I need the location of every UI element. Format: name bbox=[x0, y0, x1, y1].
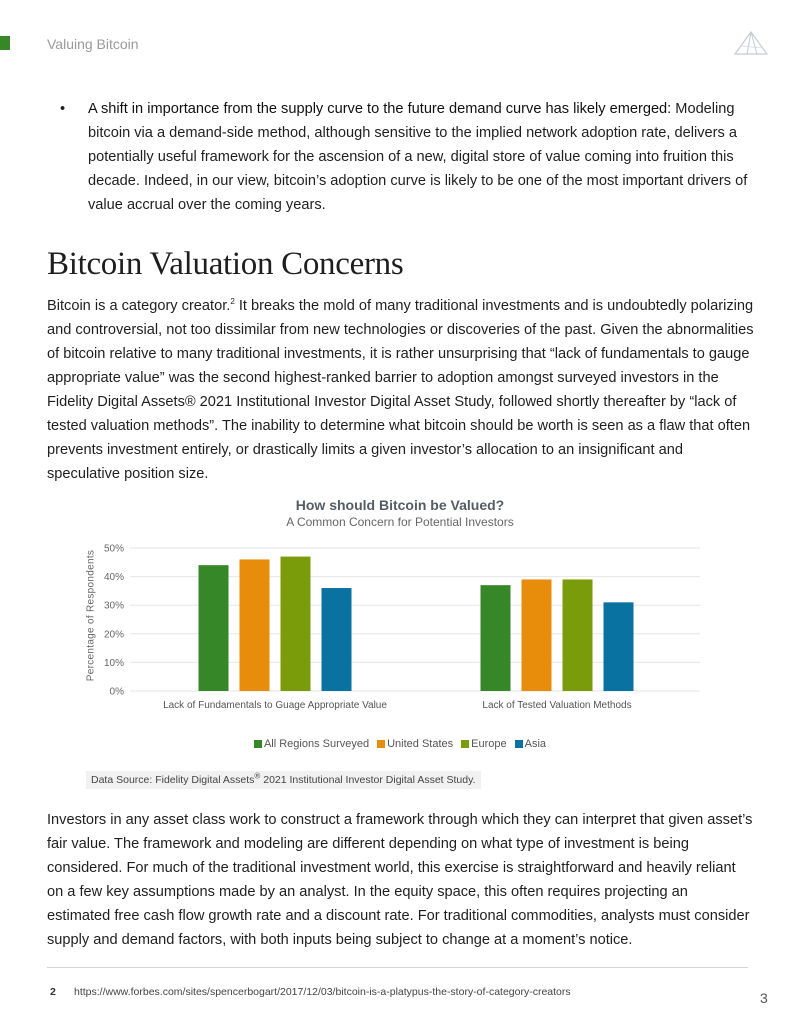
y-tick-label: 50% bbox=[103, 543, 124, 555]
paragraph-framework: Investors in any asset class work to construct a framework through which they can interpret that given asset’s fair value. The framework and modeling are different depending on what type of investment is being considered. For much of the traditional investment world, this exercise is straightforward and heavily reliant on a few key assumptions made by an analyst. In the equity space, this often requires projecting an estimated free cash flow growth rate and a discount rate. For traditional commodities, analysts must consider supply and demand factors, with both inputs being subject to change at a moment’s notice. bbox=[47, 812, 753, 948]
x-category-label: Lack of Fundamentals to Guage Appropriate Value bbox=[163, 700, 387, 711]
source-sup: ® bbox=[254, 771, 261, 781]
legend-item bbox=[461, 738, 506, 750]
chart-y-axis-label: Percentage of Respondents bbox=[85, 549, 97, 682]
pyramid-logo-icon bbox=[733, 30, 769, 56]
chart-legend bbox=[0, 738, 800, 751]
bullet-dot: • bbox=[60, 101, 66, 117]
legend-label: All Regions Surveyed bbox=[263, 738, 370, 750]
legend-swatch bbox=[377, 740, 385, 748]
footer-divider bbox=[47, 967, 748, 968]
bar bbox=[563, 579, 593, 691]
legend-swatch bbox=[254, 740, 262, 748]
x-category-label: Lack of Tested Valuation Methods bbox=[482, 700, 632, 711]
source-text-2: 2021 Institutional Investor Digital Asset Study. bbox=[260, 774, 476, 786]
bar bbox=[240, 559, 270, 691]
bar bbox=[522, 579, 552, 691]
chart-subtitle: A Common Concern for Potential Investors bbox=[286, 515, 514, 529]
para-text: It breaks the mold of many traditional investments and is undoubtedly polarizing and controversial, not too dissimilar from new technologies or discoveries of the past. Given the abnormalities of bitcoin relative to many traditional investments, it is rather unsurprising that “lack of fundamentals to gauge appropriate value” was the second highest-ranked barrier to adoption amongst surveyed investors in the Fidelity Digital Assets® 2021 Institutional Investor Digital Asset Study, followed shortly thereafter by “lack of tested valuation methods”. The inability to determine what bitcoin should be worth is seen as a flaw that often prevents investment entirely, or drastically limits a given investor’s allocation to an insignificant and speculative position size. bbox=[47, 298, 754, 482]
legend-item bbox=[515, 738, 546, 750]
legend-label: Asia bbox=[524, 738, 547, 750]
y-tick-label: 20% bbox=[103, 629, 124, 641]
data-source-note bbox=[86, 771, 481, 789]
bar bbox=[199, 565, 229, 691]
legend-label: Europe bbox=[471, 738, 507, 750]
legend-label: United States bbox=[387, 738, 454, 750]
chart-title: How should Bitcoin be Valued? bbox=[295, 497, 505, 513]
running-header: Valuing Bitcoin bbox=[47, 36, 139, 52]
section-marker bbox=[0, 36, 10, 50]
bullet-lead: A shift in importance from the supply curve to the future demand curve has likely emerged: bbox=[88, 101, 672, 117]
bar bbox=[322, 588, 352, 691]
footnote-url[interactable]: https://www.forbes.com/sites/spencerbogart/2017/12/03/bitcoin-is-a-platypus-the-story-of-category-creators bbox=[74, 986, 571, 998]
bullet-body: Modeling bitcoin via a demand-side method, although sensitive to the implied network adoption rate, delivers a potentially useful framework for the ascension of a new, digital store of value coming into fruition this decade. Indeed, in our view, bitcoin’s adoption curve is likely to be one of the most important drivers of value accrual over the coming years. bbox=[88, 101, 748, 213]
y-tick-label: 40% bbox=[103, 572, 124, 584]
footnote-ref: 2 bbox=[230, 297, 235, 307]
legend-swatch bbox=[461, 740, 469, 748]
y-tick-label: 30% bbox=[103, 600, 124, 612]
bar bbox=[604, 602, 634, 691]
source-text: Data Source: Fidelity Digital Assets bbox=[91, 774, 255, 786]
bar-chart bbox=[0, 530, 800, 730]
bar bbox=[281, 557, 311, 691]
section-title: Bitcoin Valuation Concerns bbox=[47, 246, 404, 282]
footnote-number: 2 bbox=[50, 986, 56, 998]
y-tick-label: 0% bbox=[109, 686, 124, 698]
y-tick-label: 10% bbox=[103, 657, 124, 669]
bar bbox=[481, 585, 511, 691]
paragraph-intro bbox=[47, 294, 755, 486]
para-text: Bitcoin is a category creator. bbox=[47, 298, 231, 314]
legend-swatch bbox=[515, 740, 523, 748]
legend-item bbox=[254, 738, 369, 750]
page-number: 3 bbox=[760, 990, 768, 1006]
legend-item bbox=[377, 738, 453, 750]
bullet-item bbox=[60, 97, 754, 217]
